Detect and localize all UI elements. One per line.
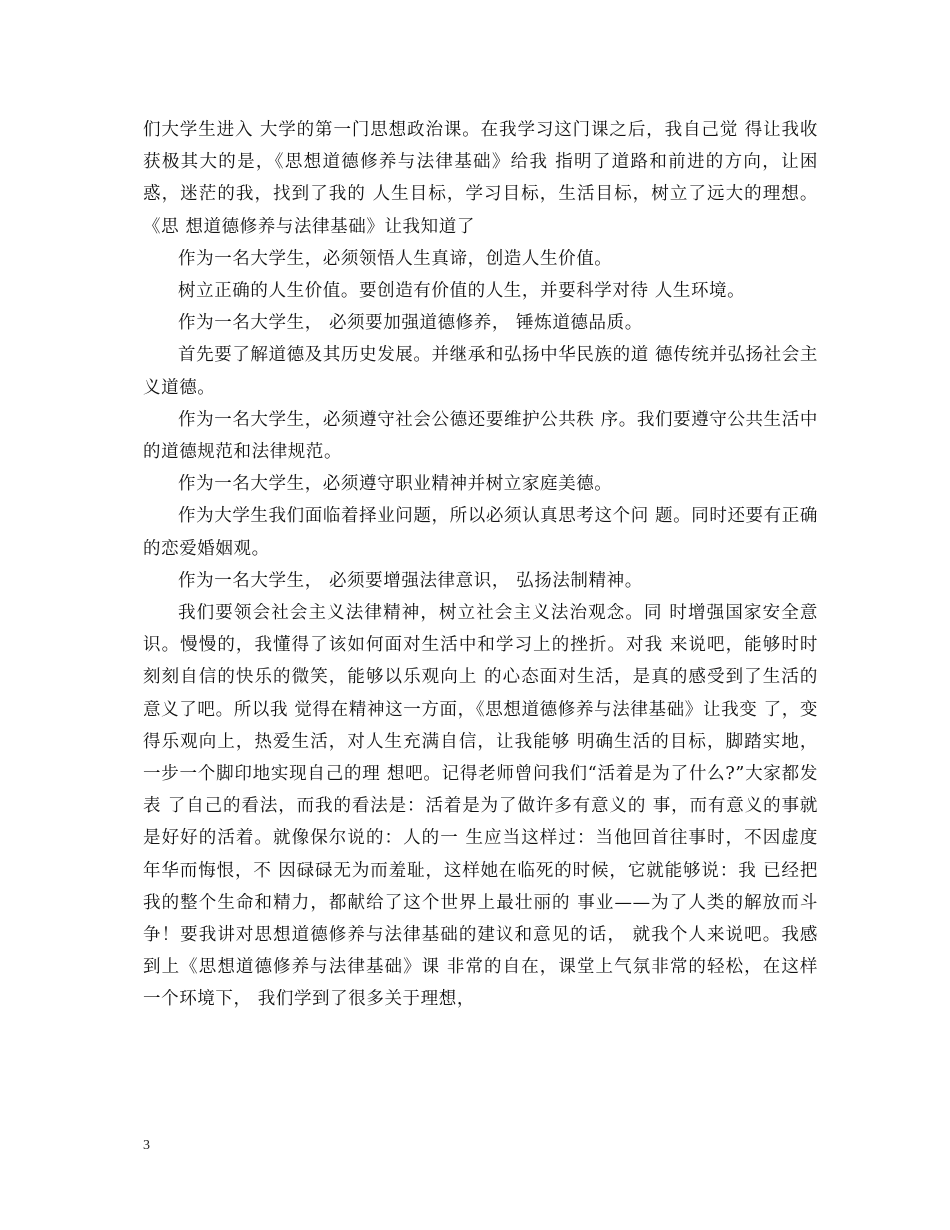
paragraph-correct-value: 树立正确的人生价值。要创造有价值的人生，并要科学对待 人生环境。 (178, 281, 746, 302)
paragraph-professional-spirit: 作为一名大学生，必须遵守职业精神并树立家庭美德。 (178, 474, 613, 495)
paragraph-career-choice: 作为大学生我们面临着择业问题，所以必须认真思考这个问 题。同时还要有正确的恋爱婚姻观。 (143, 506, 818, 559)
paragraph-intro: 们大学生进入 大学的第一门思想政治课。在我学习这门课之后，我自己觉 得让我收获极其大的是，《思想道德修养与法律基础》给我 指明了道路和前进的方向，让困惑，迷茫的我，找到了我的 人生目标，学习目标，生活目标，树立了远大的理想。《思 想道德修养与法律基础》让我知道了 (143, 120, 818, 237)
paragraph-public-morality: 作为一名大学生，必须遵守社会公德还要维护公共秩 序。我们要遵守公共生活中的道德规范和法律规范。 (143, 409, 818, 463)
paragraph-life-value: 作为一名大学生，必须领悟人生真谛，创造人生价值。 (178, 248, 613, 269)
paragraph-moral-cultivation: 作为一名大学生， 必须要加强道德修养， 锤炼道德品质。 (178, 313, 643, 334)
paragraph-rule-of-law: 我们要领会社会主义法律精神，树立社会主义法治观念。同 时增强国家安全意识。慢慢的，我懂得了该如何面对生活中和学习上的挫折。对我 来说吧，能够时时刻刻自信的快乐的微笑，能够以乐观向上 的心态面对生活，是真的感受到了生活的意义了吧。所以我 觉得在精神这一方面，《思想道德修养与法律基础》让我变 了，变得乐观向上，热爱生活，对人生充满自信，让我能够 明确生活的目标，脚踏实地，一步一个脚印地实现自己的理 想吧。记得老师曾问我们“活着是为了什么?”大家都发表 了自己的看法，而我的看法是：活着是为了做许多有意义的 事，而有意义的事就是好好的活着。就像保尔说的：人的一 生应当这样过：当他回首往事时，不因虚度年华而悔恨，不 因碌碌无为而羞耻，这样她在临死的时候，它就能够说：我 已经把我的整个生命和精力，都献给了这个世界上最壮丽的 事业——为了人类的解放而斗争！要我讲对思想道德修养与法律基础的建议和意见的话， 就我个人来说吧。我感到上《思想道德修养与法律基础》课 非常的自在，课堂上气氛非常的轻松，在这样一个环境下， 我们学到了很多关于理想， (143, 603, 818, 1010)
body-text (143, 114, 818, 1016)
paragraph-legal-awareness: 作为一名大学生， 必须要增强法律意识， 弘扬法制精神。 (178, 570, 643, 591)
paragraph-moral-history: 首先要了解道德及其历史发展。并继承和弘扬中华民族的道 德传统并弘扬社会主义道德。 (143, 345, 818, 398)
page-number: 3 (143, 1138, 150, 1153)
